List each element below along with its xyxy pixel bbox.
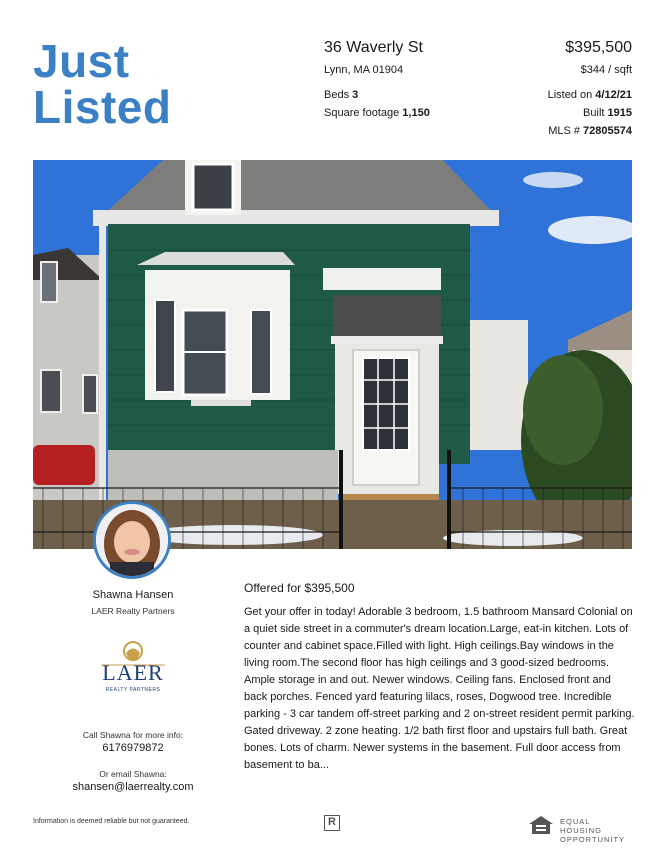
price-per-sqft: $344 / sqft	[580, 64, 632, 76]
headline-line-1: Just	[33, 35, 130, 87]
headline-line-2: Listed	[33, 81, 172, 133]
mls-label: MLS #	[548, 125, 580, 137]
street-address: 36 Waverly St	[324, 39, 423, 56]
sqft-value: 1,150	[402, 107, 430, 119]
house-photo	[33, 160, 632, 549]
mls-row	[548, 122, 632, 140]
list-price: $395,500	[565, 39, 632, 56]
laer-logo-wordmark: LAER	[102, 660, 164, 685]
listed-row	[548, 86, 632, 104]
laer-logo	[97, 639, 169, 699]
listing-description: Get your offer in today! Adorable 3 bedroom, 1.5 bathroom Mansard Colonial on a quiet side street in a commuter's dream location.Large, eat-in kitchen. Lots of counter and cabinet space.Filled with light. High ceilings.Bay windows in the living room.The second floor has high ceilings and 3 good-sized bedrooms. Ample storage in and out. Newer windows. Ceiling fans. Enclosed front and back porches. Fenced yard featuring lilacs, roses, Dogwood tree. Incredible parking - 3 car tandem off-street parking and 2 on-street resident permit parking. Gated driveway. 2 zone heating. 1/2 bath first floor and upstairs full bath. Great bones. Lots of charm. Newer systems in the basement. Full door access from basement to ba...	[244, 606, 635, 771]
just-listed-headline	[33, 35, 172, 133]
address-block	[324, 38, 632, 78]
listed-label: Listed on	[547, 89, 593, 101]
agent-portrait	[96, 504, 168, 576]
city-state-zip: Lynn, MA 01904	[324, 64, 404, 76]
sqft-label: Square footage	[324, 107, 400, 119]
agent-email[interactable]: shansen@laerrealty.com	[72, 781, 194, 793]
eho-line-2: OPPORTUNITY	[560, 835, 626, 844]
beds-label: Beds	[324, 89, 350, 101]
built-row	[548, 104, 632, 122]
agent-name: Shawna Hansen	[92, 589, 174, 601]
disclaimer: Information is deemed reliable but not guaranteed.	[33, 818, 190, 825]
agent-avatar	[93, 501, 171, 579]
beds-row	[324, 86, 430, 104]
specs-left	[324, 86, 430, 122]
built-label: Built	[583, 107, 605, 119]
offered-price: Offered for $395,500	[244, 581, 355, 595]
specs-right	[548, 86, 632, 140]
email-label: Or email Shawna:	[99, 769, 167, 779]
beds-value: 3	[352, 89, 359, 101]
house-illustration	[33, 160, 632, 549]
agent-company: LAER Realty Partners	[91, 606, 175, 616]
listed-value: 4/12/21	[595, 89, 632, 101]
agent-panel	[33, 588, 233, 795]
built-value: 1915	[607, 107, 632, 119]
eho-line-1: EQUAL HOUSING	[560, 817, 603, 835]
equal-housing-logo	[528, 815, 634, 844]
laer-logo-subtext: REALTY PARTNERS	[105, 687, 161, 693]
realtor-logo-icon: R	[324, 815, 340, 831]
agent-phone[interactable]: 6176979872	[102, 742, 164, 754]
call-label: Call Shawna for more info:	[82, 730, 184, 740]
mls-value: 72805574	[583, 125, 632, 137]
equal-housing-house-icon	[528, 815, 554, 835]
equal-housing-text	[560, 817, 634, 844]
sqft-row	[324, 104, 430, 122]
